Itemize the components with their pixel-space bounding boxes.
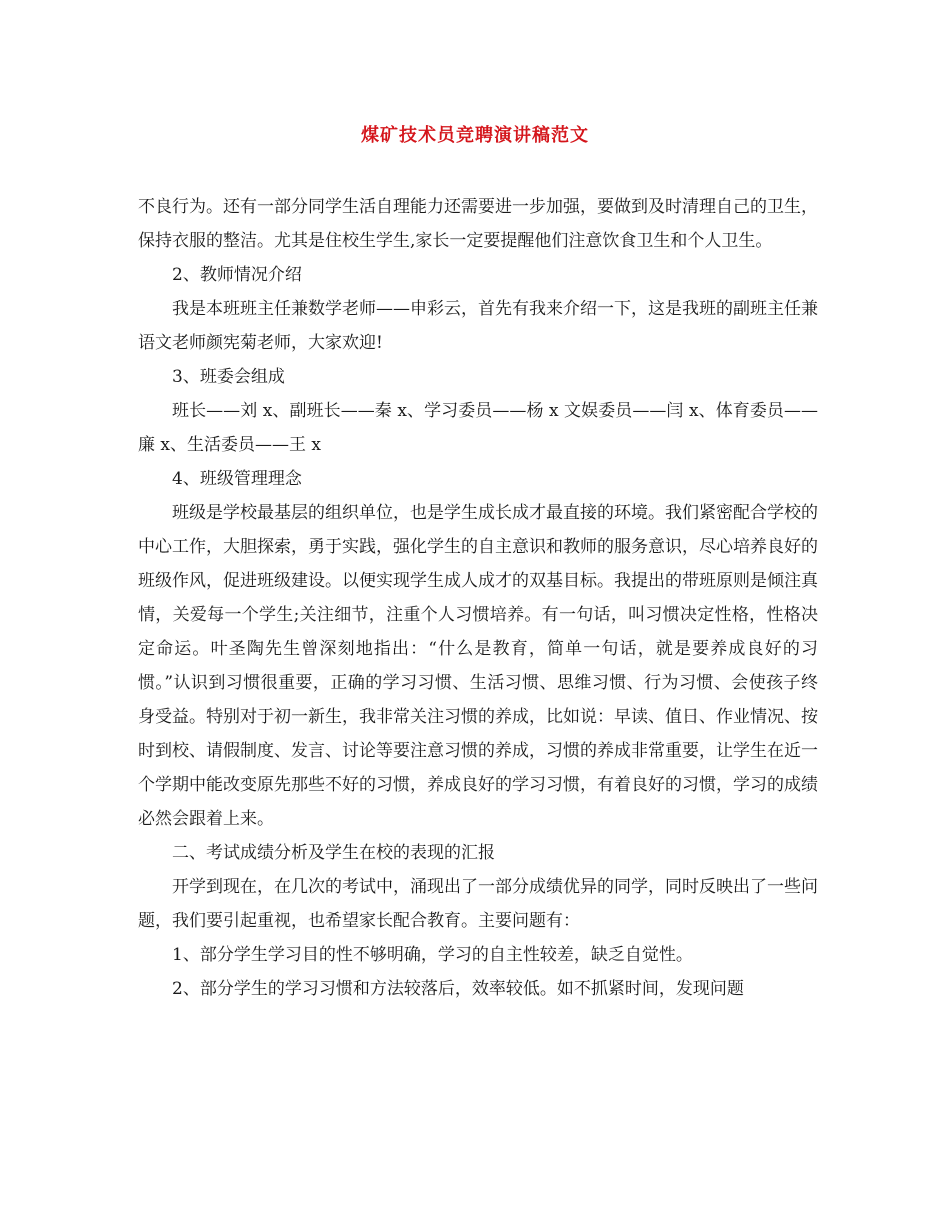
- paragraph: 不良行为。还有一部分同学生活自理能力还需要进一步加强，要做到及时清理自己的卫生，保持衣服的整洁。尤其是住校生学生,家长一定要提醒他们注意饮食卫生和个人卫生。: [138, 197, 818, 251]
- section-heading-class-committee: 3、班委会组成: [172, 367, 285, 387]
- paragraph: 班级是学校最基层的组织单位，也是学生成长成才最直接的环境。我们紧密配合学校的中心工作，大胆探索，勇于实践，强化学生的自主意识和教师的服务意识，尽心培养良好的班级作风，促进班级建设。以便实现学生成人成才的双基目标。我提出的带班原则是倾注真情，关爱每一个学生;关注细节，注重个人习惯培养。有一句话，叫习惯决定性格，性格决定命运。叶圣陶先生曾深刻地指出：“什么是教育，简单一句话，就是要养成良好的习惯。”认识到习惯很重要，正确的学习习惯、生活习惯、思维习惯、行为习惯、会使孩子终身受益。特别对于初一新生，我非常关注习惯的养成，比如说：早读、值日、作业情况、按时到校、请假制度、发言、讨论等要注意习惯的养成，习惯的养成非常重要，让学生在近一个学期中能改变原先那些不好的习惯，养成良好的学习习惯，有着良好的习惯，学习的成绩必然会跟着上来。: [138, 503, 818, 829]
- list-item: 2、部分学生的学习习惯和方法较落后，效率较低。如不抓紧时间，发现问题: [172, 979, 744, 999]
- paragraph: 开学到现在，在几次的考试中，涌现出了一部分成绩优异的同学，同时反映出了一些问题，我们要引起重视，也希望家长配合教育。主要问题有：: [138, 877, 818, 931]
- list-item: 1、部分学生学习目的性不够明确，学习的自主性较差，缺乏自觉性。: [172, 945, 693, 965]
- section-heading-teacher-intro: 2、教师情况介绍: [172, 265, 302, 285]
- section-heading-management-philosophy: 4、班级管理理念: [172, 469, 302, 489]
- document-body: [138, 190, 818, 1006]
- paragraph: 班长——刘 x、副班长——秦 x、学习委员——杨 x 文娱委员——闫 x、体育委员——廉 x、生活委员——王 x: [138, 401, 818, 455]
- document-title: 煤矿技术员竞聘演讲稿范文: [361, 125, 589, 146]
- section-heading-exam-analysis: 二、考试成绩分析及学生在校的表现的汇报: [172, 843, 495, 863]
- paragraph: 我是本班班主任兼数学老师——申彩云，首先有我来介绍一下，这是我班的副班主任兼语文老师颜宪菊老师，大家欢迎!: [138, 299, 818, 353]
